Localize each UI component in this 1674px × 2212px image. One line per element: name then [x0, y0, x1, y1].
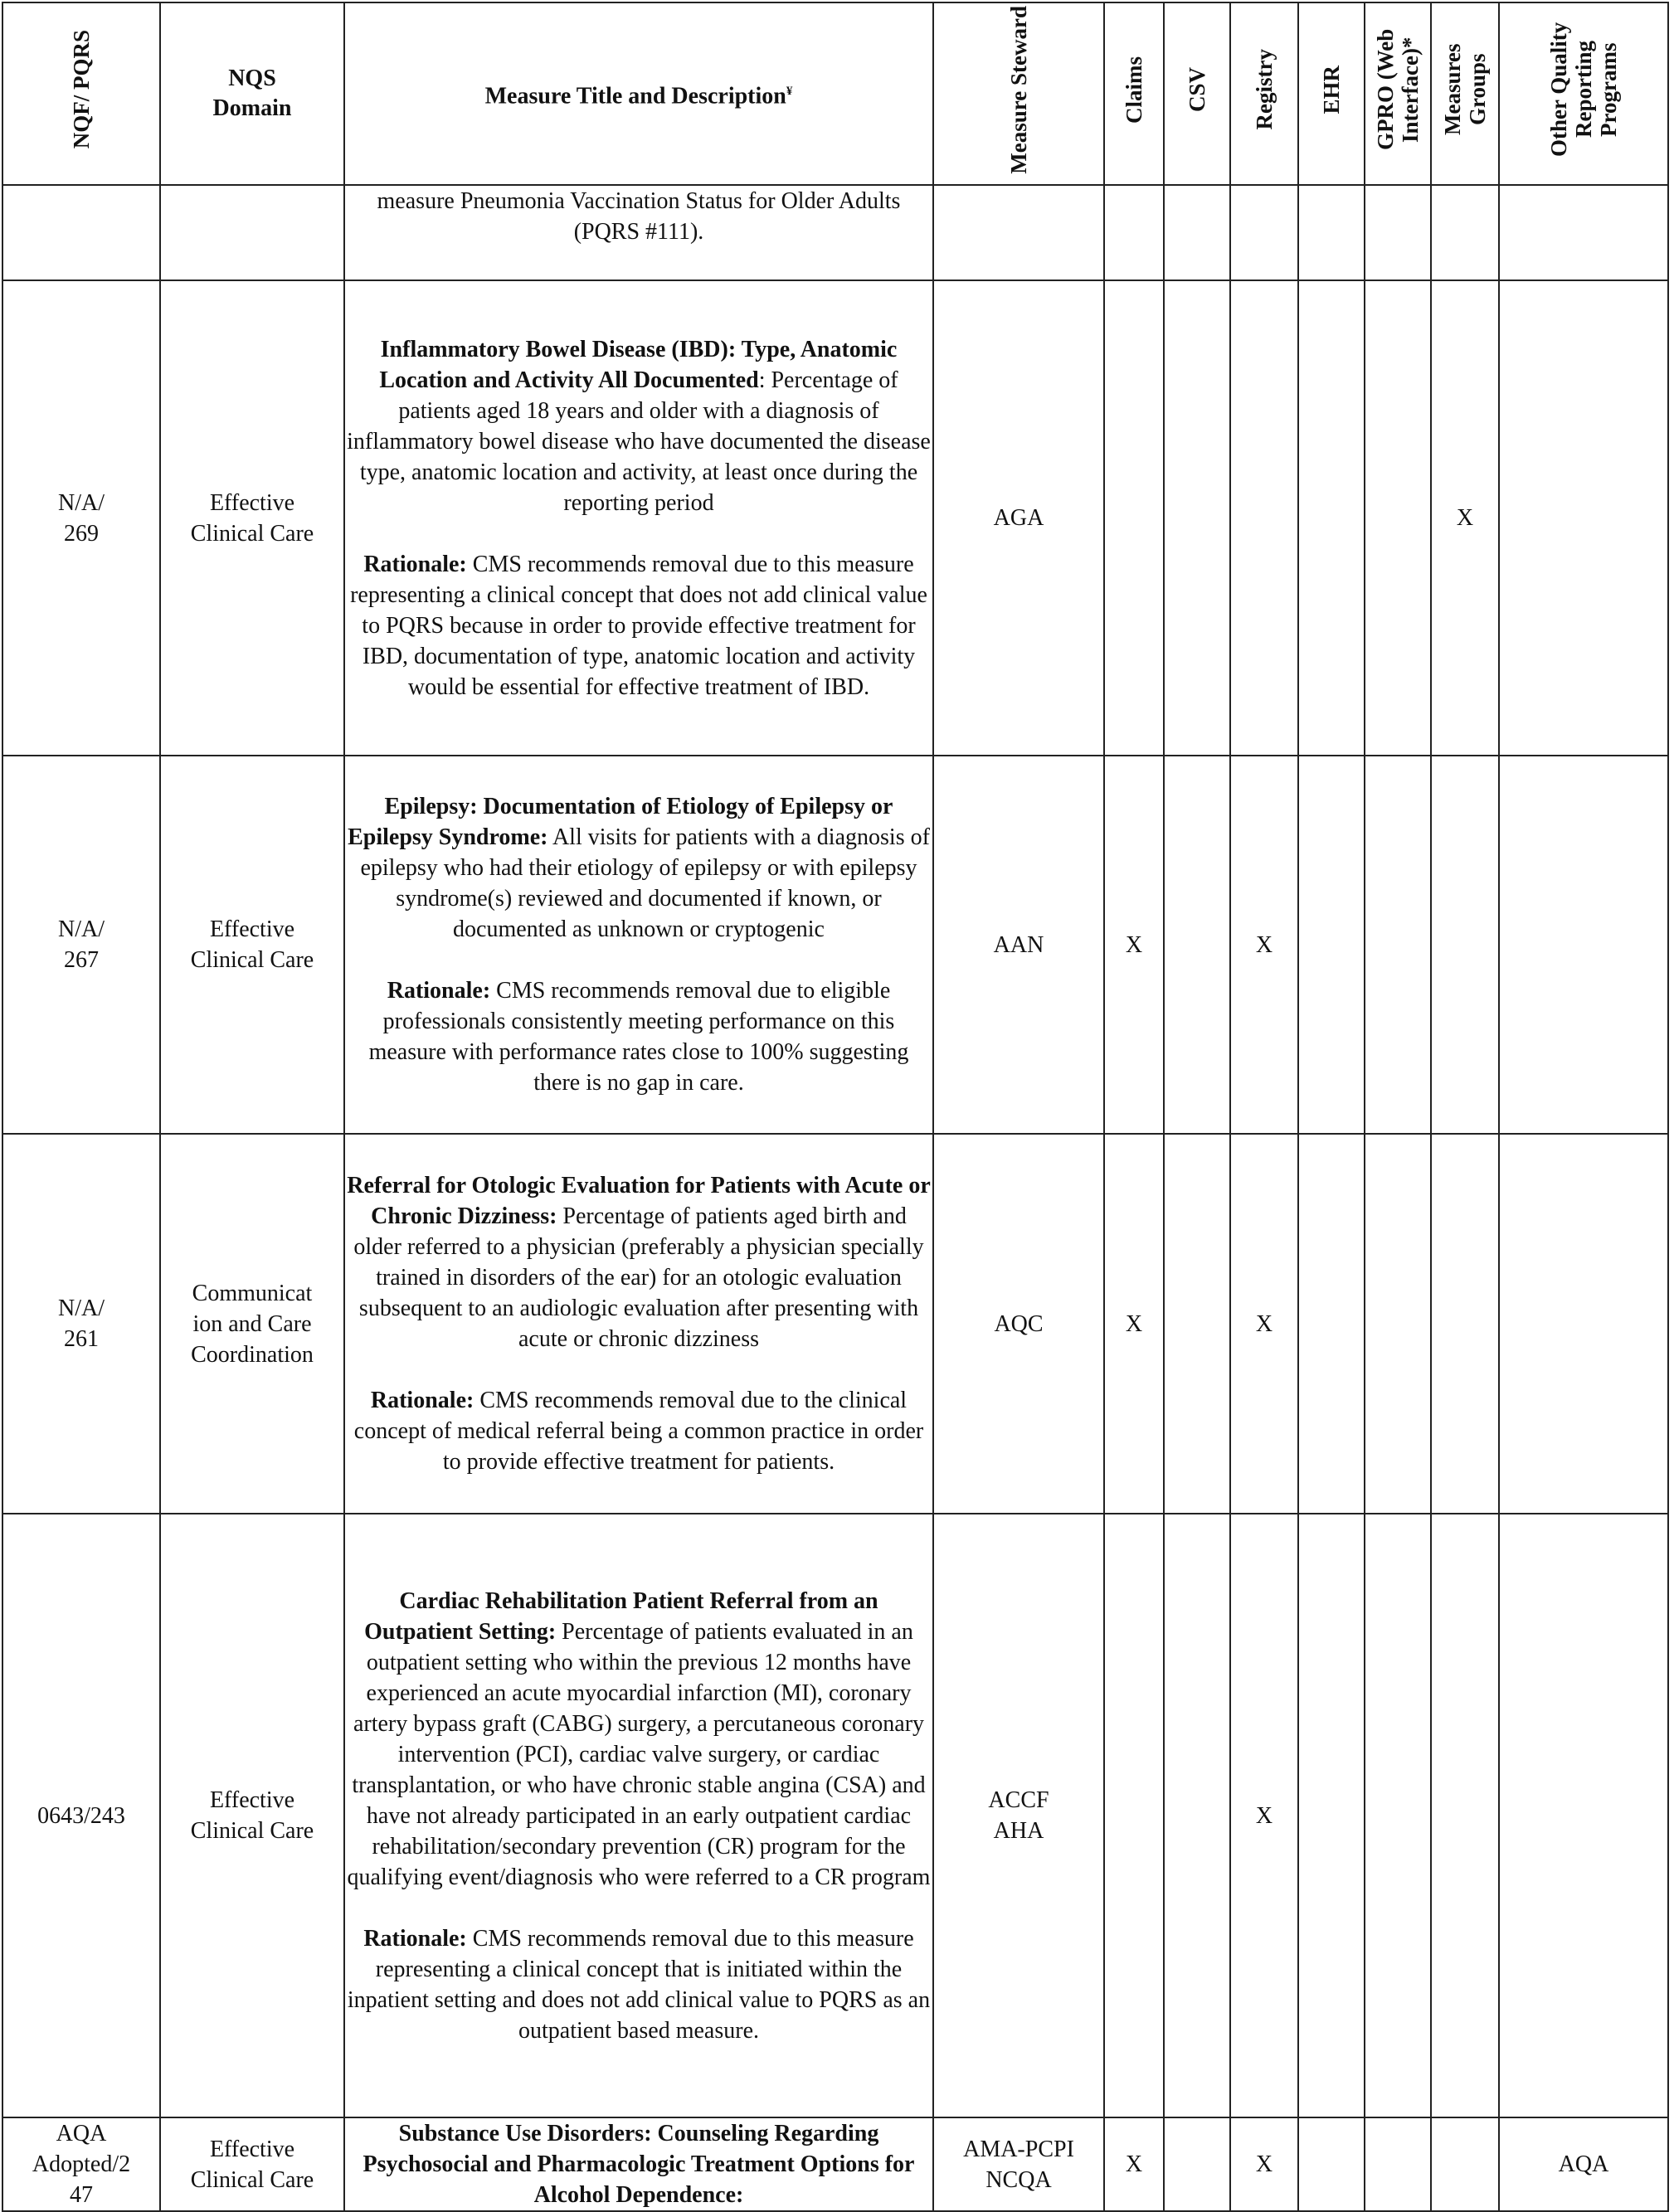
claims-cell: [1104, 1514, 1164, 2117]
ehr-cell: [1298, 1134, 1365, 1514]
col-gpro-header: GPRO (Web Interface)*: [1365, 2, 1431, 185]
description-cell: Inflammatory Bowel Disease (IBD): Type, Anatomic Location and Activity All Documented: Percentage of patients aged 18 years and older with a diagnosis of inflammatory bowel disease who have documented the disease type, anatomic location and activity, at least once during the reporting period Rationale: CMS recommends removal due to this measure representing a clinical concept that does not add clinical value to PQRS because in order to provide effective treatment for IBD, documentation of type, anatomic location and activity would be essential for effective treatment of IBD.: [344, 280, 933, 756]
csv-cell: [1164, 1134, 1230, 1514]
steward-cell: AMA-PCPI NCQA: [933, 2117, 1104, 2211]
description-cell: Referral for Otologic Evaluation for Patients with Acute or Chronic Dizziness: Percentage of patients aged birth and older referred to a physician (preferably a physician specially trained in disorders of the ear) for an otologic evaluation subsequent to an audiologic evaluation after presenting with acute or chronic dizziness Rationale: CMS recommends removal due to the clinical concept of medical referral being a common practice in order to provide effective treatment for patients.: [344, 1134, 933, 1514]
table-row: [2, 2117, 1668, 2211]
other-cell: AQA: [1499, 2117, 1668, 2211]
ehr-cell: [1298, 756, 1365, 1134]
ehr-cell: [1298, 1514, 1365, 2117]
other-cell: [1499, 1514, 1668, 2117]
description-cell: Epilepsy: Documentation of Etiology of Epilepsy or Epilepsy Syndrome: All visits for patients with a diagnosis of epilepsy who had their etiology of epilepsy or with epilepsy syndrome(s) reviewed and documented if known, or documented as unknown or cryptogenic Rationale: CMS recommends removal due to eligible professionals consistently meeting performance on this measure with performance rates close to 100% suggesting there is no gap in care.: [344, 756, 933, 1134]
rationale-label: Rationale:: [363, 1925, 467, 1952]
domain-cell: Communicat ion and Care Coordination: [160, 1134, 344, 1514]
groups-cell: [1431, 2117, 1499, 2211]
csv-cell: [1164, 2117, 1230, 2211]
gpro-cell: [1365, 2117, 1431, 2211]
groups-cell: [1431, 1134, 1499, 1514]
registry-cell: [1230, 185, 1298, 280]
steward-cell: AGA: [933, 280, 1104, 756]
domain-cell: Effective Clinical Care: [160, 1514, 344, 2117]
nqf-cell: [2, 185, 160, 280]
claims-cell: X: [1104, 2117, 1164, 2211]
other-cell: [1499, 756, 1668, 1134]
domain-cell: Effective Clinical Care: [160, 2117, 344, 2211]
rationale-label: Rationale:: [387, 978, 491, 1004]
gpro-cell: [1365, 1134, 1431, 1514]
col-ehr-header: EHR: [1298, 2, 1365, 185]
col-other-header: Other Quality Reporting Programs: [1499, 2, 1668, 185]
other-cell: [1499, 1134, 1668, 1514]
table-row: [2, 1134, 1668, 1514]
claims-cell: [1104, 280, 1164, 756]
measure-title: Cardiac Rehabilitation Patient Referral from an Outpatient Setting:: [364, 1587, 878, 1645]
col-csv-header: CSV: [1164, 2, 1230, 185]
gpro-cell: [1365, 1514, 1431, 2117]
measures-table: [2, 2, 1669, 2212]
groups-cell: X: [1431, 280, 1499, 756]
registry-cell: X: [1230, 1134, 1298, 1514]
table-row: [2, 280, 1668, 756]
col-claims-header: Claims: [1104, 2, 1164, 185]
domain-cell: [160, 185, 344, 280]
other-cell: [1499, 185, 1668, 280]
col-title-header: Measure Title and Description¥: [344, 2, 933, 185]
measure-title: Inflammatory Bowel Disease (IBD): Type, Anatomic Location and Activity All Documented: [379, 336, 898, 393]
csv-cell: [1164, 280, 1230, 756]
other-cell: [1499, 280, 1668, 756]
description-cell: [344, 2117, 933, 2211]
steward-cell: AQC: [933, 1134, 1104, 1514]
claims-cell: X: [1104, 756, 1164, 1134]
col-nqf-pqrs-header: NQF/ PQRS: [2, 2, 160, 185]
steward-cell: [933, 185, 1104, 280]
registry-cell: X: [1230, 756, 1298, 1134]
registry-cell: [1230, 280, 1298, 756]
claims-cell: [1104, 185, 1164, 280]
csv-cell: [1164, 756, 1230, 1134]
ehr-cell: [1298, 185, 1365, 280]
table-row: [2, 185, 1668, 280]
csv-cell: [1164, 1514, 1230, 2117]
gpro-cell: [1365, 185, 1431, 280]
ehr-cell: [1298, 280, 1365, 756]
measure-title: Referral for Otologic Evaluation for Patients with Acute or Chronic Dizziness:: [347, 1173, 931, 1229]
header-row: [2, 2, 1668, 185]
nqf-cell: N/A/ 261: [2, 1134, 160, 1514]
measure-title: Substance Use Disorders: Counseling Regarding Psychosocial and Pharmacologic Treatment Options for Alcohol Dependence:: [363, 2121, 915, 2208]
ehr-cell: [1298, 2117, 1365, 2211]
csv-cell: [1164, 185, 1230, 280]
gpro-cell: [1365, 280, 1431, 756]
table-row: [2, 756, 1668, 1134]
domain-cell: Effective Clinical Care: [160, 756, 344, 1134]
col-nqs-domain-header: NQS Domain: [160, 2, 344, 185]
table-row: [2, 1514, 1668, 2117]
groups-cell: [1431, 185, 1499, 280]
registry-cell: X: [1230, 1514, 1298, 2117]
nqf-cell: AQA Adopted/2 47: [2, 2117, 160, 2211]
registry-cell: X: [1230, 2117, 1298, 2211]
nqf-cell: 0643/243: [2, 1514, 160, 2117]
groups-cell: [1431, 1514, 1499, 2117]
col-steward-header: Measure Steward: [933, 2, 1104, 185]
rationale-label: Rationale:: [370, 1388, 474, 1413]
col-registry-header: Registry: [1230, 2, 1298, 185]
description-cell: measure Pneumonia Vaccination Status for Older Adults (PQRS #111).: [344, 185, 933, 280]
col-groups-header: Measures Groups: [1431, 2, 1499, 185]
steward-cell: AAN: [933, 756, 1104, 1134]
gpro-cell: [1365, 756, 1431, 1134]
nqf-cell: N/A/ 267: [2, 756, 160, 1134]
nqf-cell: N/A/ 269: [2, 280, 160, 756]
domain-cell: Effective Clinical Care: [160, 280, 344, 756]
description-cell: Cardiac Rehabilitation Patient Referral from an Outpatient Setting: Percentage of patients evaluated in an outpatient setting who within the previous 12 months have experienced an acute myocardial infarction (MI), coronary artery bypass graft (CABG) surgery, a percutaneous coronary intervention (PCI), cardiac valve surgery, or cardiac transplantation, or who have chronic stable angina (CSA) and have not already participated in an early outpatient cardiac rehabilitation/secondary prevention (CR) program for the qualifying event/diagnosis who were referred to a CR program Rationale: CMS recommends removal due to this measure representing a clinical concept that is initiated within the inpatient setting and does not add clinical value to PQRS as an outpatient based measure.: [344, 1514, 933, 2117]
steward-cell: ACCF AHA: [933, 1514, 1104, 2117]
measure-title: Epilepsy: Documentation of Etiology of Epilepsy or Epilepsy Syndrome:: [348, 794, 893, 850]
groups-cell: [1431, 756, 1499, 1134]
yen-mark: ¥: [786, 84, 793, 98]
rationale-label: Rationale:: [363, 551, 467, 577]
claims-cell: X: [1104, 1134, 1164, 1514]
